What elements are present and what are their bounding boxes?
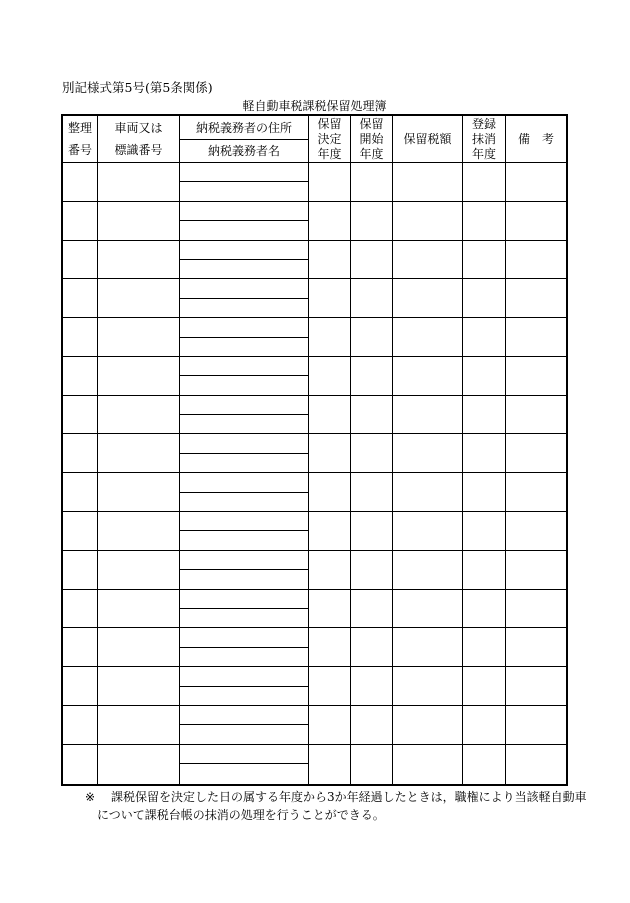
start-year-cell — [351, 590, 393, 629]
vehicle-number-cell — [98, 202, 180, 241]
vehicle-number-cell — [98, 512, 180, 551]
remarks-cell — [506, 628, 566, 667]
deregistration-year-cell — [463, 318, 506, 357]
taxpayer-address-cell — [180, 241, 309, 260]
taxpayer-address-cell — [180, 590, 309, 609]
serial-number-cell — [63, 745, 98, 784]
start-year-cell — [351, 279, 393, 318]
header-withheld-tax-amount-label: 保留税額 — [403, 132, 452, 146]
remarks-cell — [506, 279, 566, 318]
taxpayer-name-cell — [180, 299, 309, 318]
serial-number-cell — [63, 512, 98, 551]
serial-number-cell — [63, 241, 98, 280]
start-year-cell — [351, 163, 393, 202]
taxpayer-address-cell — [180, 512, 309, 531]
decision-year-cell — [309, 745, 351, 784]
header-deregistration-year — [463, 116, 506, 163]
vehicle-number-cell — [98, 473, 180, 512]
decision-year-cell — [309, 473, 351, 512]
taxpayer-name-cell — [180, 687, 309, 706]
withheld-tax-amount-cell — [393, 706, 463, 745]
start-year-cell — [351, 357, 393, 396]
remarks-cell — [506, 512, 566, 551]
serial-number-cell — [63, 318, 98, 357]
taxpayer-name-cell — [180, 376, 309, 395]
serial-number-cell — [63, 279, 98, 318]
header-taxpayer-address-label: 納税義務者の住所 — [195, 120, 292, 135]
header-taxpayer-address — [180, 116, 309, 140]
decision-year-cell — [309, 318, 351, 357]
decision-year-cell — [309, 202, 351, 241]
withheld-tax-amount-cell — [393, 396, 463, 435]
serial-number-cell — [63, 473, 98, 512]
start-year-cell — [351, 318, 393, 357]
remarks-cell — [506, 551, 566, 590]
footnote-mark: ※ — [85, 790, 96, 804]
header-taxpayer-name-label: 納税義務者名 — [207, 144, 280, 158]
withheld-tax-amount-cell — [393, 628, 463, 667]
register-table — [61, 114, 568, 786]
footnote-line: について課税台帳の抹消の処理を行うことができる。 — [97, 808, 385, 822]
header-decision-year-line: 決定 — [317, 131, 342, 146]
taxpayer-address-cell — [180, 202, 309, 221]
vehicle-number-cell — [98, 706, 180, 745]
header-remarks — [506, 116, 566, 163]
deregistration-year-cell — [463, 745, 506, 784]
serial-number-cell — [63, 202, 98, 241]
taxpayer-name-cell — [180, 570, 309, 589]
deregistration-year-cell — [463, 279, 506, 318]
vehicle-number-cell — [98, 628, 180, 667]
vehicle-number-cell — [98, 318, 180, 357]
form-number: 別記様式第5号(第5条関係) — [62, 80, 213, 95]
start-year-cell — [351, 512, 393, 551]
header-serial-number — [63, 116, 98, 163]
withheld-tax-amount-cell — [393, 241, 463, 280]
withheld-tax-amount-cell — [393, 590, 463, 629]
taxpayer-address-cell — [180, 279, 309, 298]
header-serial-number-line: 整理 — [67, 121, 92, 135]
taxpayer-address-cell — [180, 163, 309, 182]
deregistration-year-cell — [463, 202, 506, 241]
remarks-cell — [506, 473, 566, 512]
footnote-line: 課税保留を決定した日の属する年度から3か年経過したときは，職権により当該軽自動車 — [111, 790, 587, 804]
decision-year-cell — [309, 241, 351, 280]
remarks-cell — [506, 318, 566, 357]
start-year-cell — [351, 473, 393, 512]
decision-year-cell — [309, 628, 351, 667]
remarks-cell — [506, 202, 566, 241]
deregistration-year-cell — [463, 357, 506, 396]
taxpayer-name-cell — [180, 531, 309, 550]
remarks-cell — [506, 241, 566, 280]
vehicle-number-cell — [98, 279, 180, 318]
vehicle-number-cell — [98, 434, 180, 473]
taxpayer-address-cell — [180, 434, 309, 453]
header-decision-year-line: 保留 — [317, 116, 342, 131]
decision-year-cell — [309, 512, 351, 551]
vehicle-number-cell — [98, 667, 180, 706]
header-deregistration-year-line: 抹消 — [471, 131, 496, 146]
serial-number-cell — [63, 434, 98, 473]
decision-year-cell — [309, 706, 351, 745]
remarks-cell — [506, 163, 566, 202]
taxpayer-name-cell — [180, 415, 309, 434]
withheld-tax-amount-cell — [393, 318, 463, 357]
taxpayer-name-cell — [180, 260, 309, 279]
decision-year-cell — [309, 396, 351, 435]
header-start-year-line: 保留 — [359, 116, 384, 131]
start-year-cell — [351, 202, 393, 241]
withheld-tax-amount-cell — [393, 745, 463, 784]
vehicle-number-cell — [98, 163, 180, 202]
withheld-tax-amount-cell — [393, 163, 463, 202]
start-year-cell — [351, 628, 393, 667]
remarks-cell — [506, 357, 566, 396]
header-vehicle-number-line: 車両又は — [114, 121, 163, 135]
remarks-cell — [506, 706, 566, 745]
deregistration-year-cell — [463, 163, 506, 202]
header-vehicle-number — [98, 116, 180, 163]
start-year-cell — [351, 667, 393, 706]
withheld-tax-amount-cell — [393, 473, 463, 512]
taxpayer-address-cell — [180, 667, 309, 686]
header-deregistration-year-line: 年度 — [471, 146, 496, 161]
header-decision-year — [309, 116, 351, 163]
start-year-cell — [351, 706, 393, 745]
serial-number-cell — [63, 667, 98, 706]
serial-number-cell — [63, 551, 98, 590]
header-decision-year-line: 年度 — [317, 146, 342, 161]
deregistration-year-cell — [463, 473, 506, 512]
taxpayer-name-cell — [180, 764, 309, 783]
start-year-cell — [351, 745, 393, 784]
withheld-tax-amount-cell — [393, 434, 463, 473]
start-year-cell — [351, 551, 393, 590]
header-taxpayer-name — [180, 140, 309, 163]
start-year-cell — [351, 434, 393, 473]
header-withheld-tax-amount — [393, 116, 463, 163]
taxpayer-name-cell — [180, 454, 309, 473]
remarks-cell — [506, 667, 566, 706]
decision-year-cell — [309, 279, 351, 318]
decision-year-cell — [309, 434, 351, 473]
vehicle-number-cell — [98, 241, 180, 280]
vehicle-number-cell — [98, 745, 180, 784]
taxpayer-address-cell — [180, 396, 309, 415]
decision-year-cell — [309, 667, 351, 706]
remarks-cell — [506, 745, 566, 784]
decision-year-cell — [309, 357, 351, 396]
taxpayer-name-cell — [180, 182, 309, 201]
taxpayer-address-cell — [180, 706, 309, 725]
header-start-year-line: 年度 — [359, 146, 384, 161]
remarks-cell — [506, 434, 566, 473]
deregistration-year-cell — [463, 551, 506, 590]
vehicle-number-cell — [98, 396, 180, 435]
vehicle-number-cell — [98, 551, 180, 590]
serial-number-cell — [63, 357, 98, 396]
serial-number-cell — [63, 396, 98, 435]
taxpayer-address-cell — [180, 628, 309, 647]
header-vehicle-number-line: 標識番号 — [114, 143, 163, 157]
header-start-year — [351, 116, 393, 163]
decision-year-cell — [309, 590, 351, 629]
withheld-tax-amount-cell — [393, 667, 463, 706]
start-year-cell — [351, 396, 393, 435]
deregistration-year-cell — [463, 667, 506, 706]
document-title: 軽自動車税課税保留処理簿 — [242, 99, 387, 113]
serial-number-cell — [63, 163, 98, 202]
taxpayer-name-cell — [180, 609, 309, 628]
taxpayer-name-cell — [180, 725, 309, 744]
taxpayer-name-cell — [180, 648, 309, 667]
deregistration-year-cell — [463, 396, 506, 435]
deregistration-year-cell — [463, 512, 506, 551]
remarks-cell — [506, 396, 566, 435]
deregistration-year-cell — [463, 628, 506, 667]
header-deregistration-year-line: 登録 — [471, 116, 496, 131]
deregistration-year-cell — [463, 434, 506, 473]
withheld-tax-amount-cell — [393, 512, 463, 551]
deregistration-year-cell — [463, 706, 506, 745]
withheld-tax-amount-cell — [393, 279, 463, 318]
taxpayer-address-cell — [180, 473, 309, 492]
serial-number-cell — [63, 590, 98, 629]
taxpayer-address-cell — [180, 318, 309, 337]
header-serial-number-line: 番号 — [67, 143, 92, 157]
deregistration-year-cell — [463, 590, 506, 629]
withheld-tax-amount-cell — [393, 357, 463, 396]
decision-year-cell — [309, 551, 351, 590]
withheld-tax-amount-cell — [393, 202, 463, 241]
taxpayer-name-cell — [180, 221, 309, 240]
taxpayer-address-cell — [180, 551, 309, 570]
taxpayer-name-cell — [180, 493, 309, 512]
taxpayer-address-cell — [180, 745, 309, 764]
vehicle-number-cell — [98, 590, 180, 629]
taxpayer-address-cell — [180, 357, 309, 376]
withheld-tax-amount-cell — [393, 551, 463, 590]
deregistration-year-cell — [463, 241, 506, 280]
header-remarks-label: 備 考 — [517, 132, 554, 146]
header-start-year-line: 開始 — [359, 131, 384, 146]
taxpayer-name-cell — [180, 338, 309, 357]
decision-year-cell — [309, 163, 351, 202]
start-year-cell — [351, 241, 393, 280]
vehicle-number-cell — [98, 357, 180, 396]
remarks-cell — [506, 590, 566, 629]
serial-number-cell — [63, 628, 98, 667]
serial-number-cell — [63, 706, 98, 745]
